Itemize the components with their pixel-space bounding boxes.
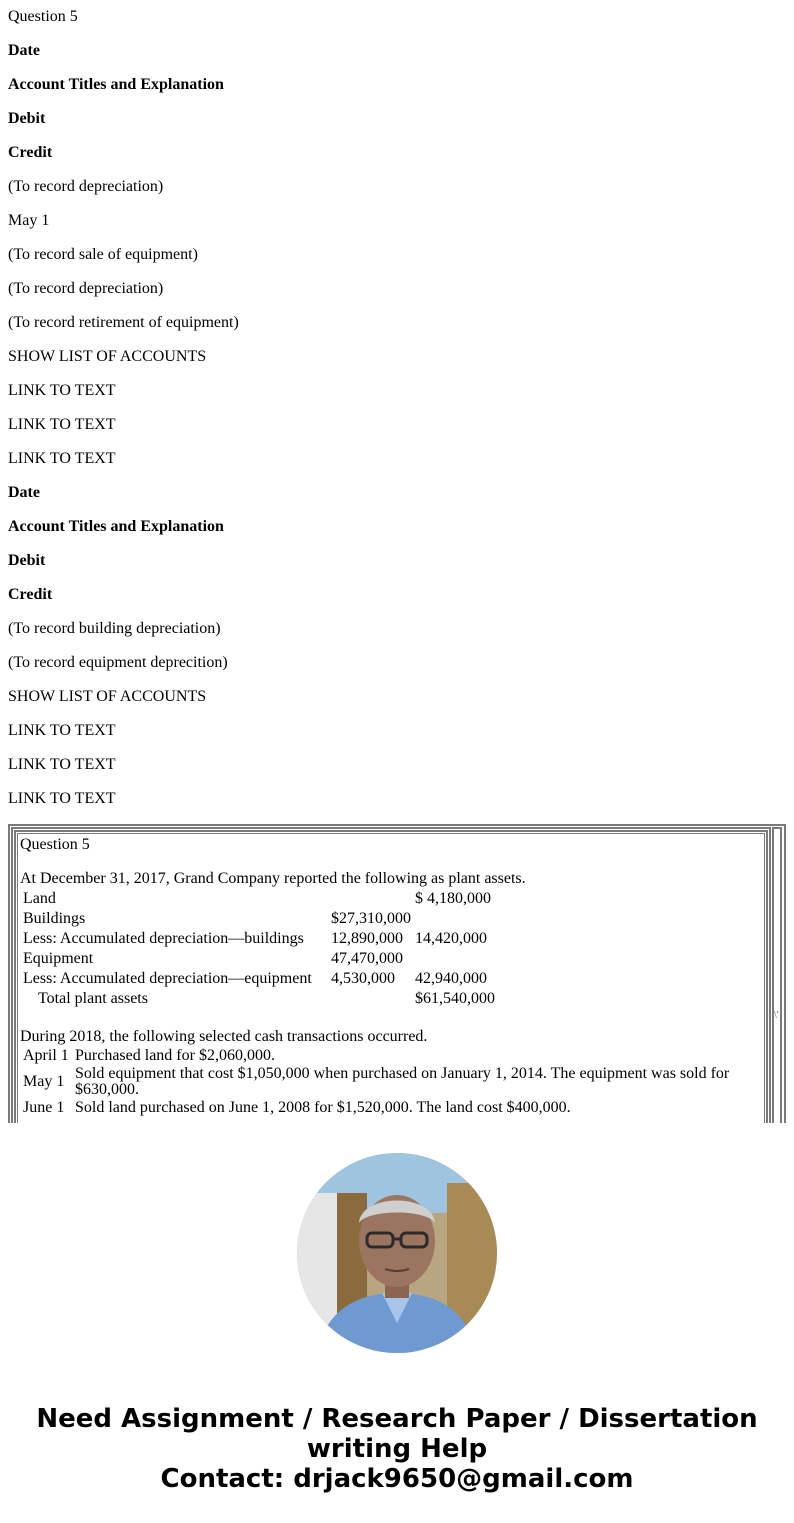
transaction-row	[22, 1048, 758, 1064]
show-accounts-link[interactable]: SHOW LIST OF ACCOUNTS	[8, 688, 207, 705]
transactions-intro: During 2018, the following selected cash transactions occurred.	[20, 1028, 428, 1045]
entry-explanation: (To record equipment deprecition)	[8, 654, 228, 671]
frame-scroll-rail[interactable]	[772, 827, 782, 1123]
asset-row	[22, 970, 516, 988]
transaction-date: June 1	[23, 1099, 65, 1116]
entry-explanation: (To record sale of equipment)	[8, 246, 198, 263]
asset-label: Equipment	[23, 950, 94, 967]
column-header-account: Account Titles and Explanation	[8, 76, 224, 93]
link-to-text[interactable]: LINK TO TEXT	[8, 790, 116, 807]
asset-amount	[330, 990, 412, 1008]
asset-row	[22, 950, 516, 968]
asset-amount: 12,890,000	[331, 930, 403, 947]
column-header-credit: Credit	[8, 144, 53, 161]
asset-total: 42,940,000	[415, 970, 487, 987]
transactions-table	[20, 1046, 760, 1118]
asset-amount: 47,470,000	[331, 950, 403, 967]
asset-total	[414, 910, 516, 928]
transaction-text: Sold land purchased on June 1, 2008 for $1,520,000. The land cost $400,000.	[75, 1099, 571, 1116]
entry-date: May 1	[8, 212, 50, 229]
asset-label: Buildings	[23, 910, 86, 927]
question-intro: At December 31, 2017, Grand Company reported the following as plant assets.	[20, 870, 526, 887]
transaction-row	[22, 1100, 758, 1116]
entry-explanation: (To record depreciation)	[8, 280, 164, 297]
footer-line-2: writing Help	[306, 1434, 488, 1464]
column-header-date: Date	[8, 484, 40, 501]
asset-total: 14,420,000	[415, 930, 487, 947]
column-header-debit: Debit	[8, 110, 46, 127]
plant-assets-table	[20, 888, 518, 1010]
question-heading: Question 5	[8, 8, 78, 25]
transaction-row	[22, 1066, 758, 1098]
column-header-credit: Credit	[8, 586, 53, 603]
asset-label: Land	[23, 890, 56, 907]
question-title: Question 5	[20, 836, 90, 853]
link-to-text[interactable]: LINK TO TEXT	[8, 382, 116, 399]
asset-row	[22, 990, 516, 1008]
footer-line-1: Need Assignment / Research Paper / Dissertation	[36, 1404, 758, 1434]
asset-amount: 4,530,000	[331, 970, 395, 987]
column-header-debit: Debit	[8, 552, 46, 569]
asset-amount: $27,310,000	[331, 910, 411, 927]
asset-label: Total plant assets	[38, 990, 148, 1007]
transaction-date: May 1	[23, 1073, 65, 1090]
column-header-account: Account Titles and Explanation	[8, 518, 224, 535]
link-to-text[interactable]: LINK TO TEXT	[8, 722, 116, 739]
avatar	[297, 1153, 497, 1353]
footer-ad	[0, 1404, 794, 1494]
person-photo	[297, 1153, 497, 1353]
column-header-date: Date	[8, 42, 40, 59]
footer-line-3: Contact: drjack9650@gmail.com	[160, 1464, 634, 1494]
entry-explanation: (To record building depreciation)	[8, 620, 221, 637]
transaction-text: Sold equipment that cost $1,050,000 when purchased on January 1, 2014. The equipment was sold for $630,000.	[75, 1065, 730, 1098]
link-to-text[interactable]: LINK TO TEXT	[8, 756, 116, 773]
entry-explanation: (To record depreciation)	[8, 178, 164, 195]
asset-row	[22, 930, 516, 948]
asset-label: Less: Accumulated depreciation—buildings	[23, 930, 304, 947]
question-frame	[8, 824, 786, 1123]
asset-label: Less: Accumulated depreciation—equipment	[23, 970, 312, 987]
asset-total: $61,540,000	[415, 990, 495, 1007]
show-accounts-link[interactable]: SHOW LIST OF ACCOUNTS	[8, 348, 207, 365]
entry-explanation: (To record retirement of equipment)	[8, 314, 239, 331]
link-to-text[interactable]: LINK TO TEXT	[8, 450, 116, 467]
transaction-text: Purchased land for $2,060,000.	[75, 1047, 275, 1064]
transaction-date: April 1	[23, 1047, 69, 1064]
link-to-text[interactable]: LINK TO TEXT	[8, 416, 116, 433]
asset-row	[22, 910, 516, 928]
asset-total: $ 4,180,000	[415, 890, 491, 907]
asset-total	[414, 950, 516, 968]
asset-row	[22, 890, 516, 908]
rail-mark: \'	[774, 1010, 779, 1021]
asset-amount	[330, 890, 412, 908]
